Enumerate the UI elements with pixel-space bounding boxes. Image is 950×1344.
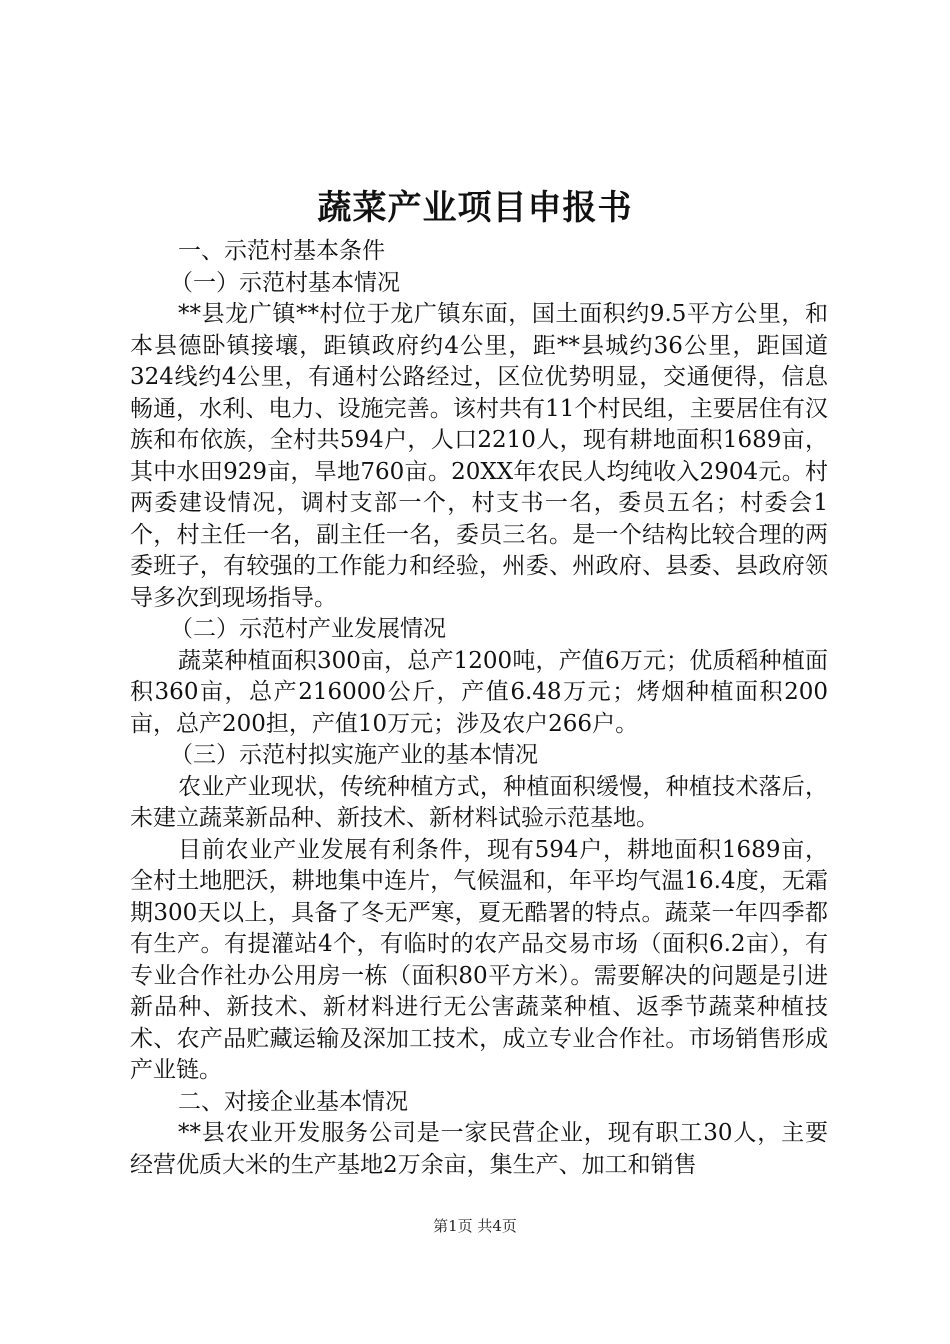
body-paragraph: **县龙广镇**村位于龙广镇东面，国土面积约9.5平方公里，和本县德卧镇接壤，距镇政府约4公里，距**县城约36公里，距国道324线约4公里，有通村公路经过，区位优势明显，交通便得，信息畅通，水利、电力、设施完善。该村共有11个村民组，主要居住有汉族和布依族，全村共594户，人口2210人，现有耕地面积1689亩，其中水田929亩，旱地760亩。20XX年农民人均纯收入2904元。村两委建设情况，调村支部一个，村支书一名，委员五名；村委会1个，村主任一名，副主任一名，委员三名。是一个结构比较合理的两委班子，有较强的工作能力和经验，州委、州政府、县委、县政府领导多次到现场指导。 bbox=[130, 301, 828, 611]
body-paragraph: 农业产业现状，传统种植方式，种植面积缓慢，种植技术落后，未建立蔬菜新品种、新技术、新材料试验示范基地。 bbox=[130, 773, 828, 831]
subsection-heading: （三）示范村拟实施产业的基本情况 bbox=[170, 742, 538, 768]
document-title: 蔬菜产业项目申报书 bbox=[317, 188, 633, 228]
subsection-heading: （一）示范村基本情况 bbox=[170, 269, 400, 296]
page-footer: 第1页 共4页 bbox=[433, 1217, 517, 1235]
body-paragraph: **县农业开发服务公司是一家民营企业，现有职工30人，主要经营优质大米的生产基地2万余亩，集生产、加工和销售 bbox=[130, 1120, 828, 1178]
section-heading: 一、示范村基本条件 bbox=[178, 238, 385, 264]
document-body bbox=[130, 236, 828, 1181]
body-paragraph: 蔬菜种植面积300亩，总产1200吨，产值6万元；优质稻种植面积360亩，总产216000公斤，产值6.48万元；烤烟种植面积200亩，总产200担，产值10万元；涉及农户266户。 bbox=[130, 647, 828, 737]
subsection-heading: （二）示范村产业发展情况 bbox=[170, 616, 446, 642]
section-heading: 二、对接企业基本情况 bbox=[178, 1088, 408, 1115]
body-paragraph: 目前农业产业发展有利条件，现有594户，耕地面积1689亩，全村土地肥沃，耕地集中连片，气候温和，年平均气温16.4度，无霜期300天以上，具备了冬无严寒，夏无酷署的特点。蔬菜一年四季都有生产。有提灌站4个，有临时的农产品交易市场（面积6.2亩），有专业合作社办公用房一栋（面积80平方米）。需要解决的问题是引进新品种、新技术、新材料进行无公害蔬菜种植、返季节蔬菜种植技术、农产品贮藏运输及深加工技术，成立专业合作社。市场销售形成产业链。 bbox=[130, 836, 828, 1083]
